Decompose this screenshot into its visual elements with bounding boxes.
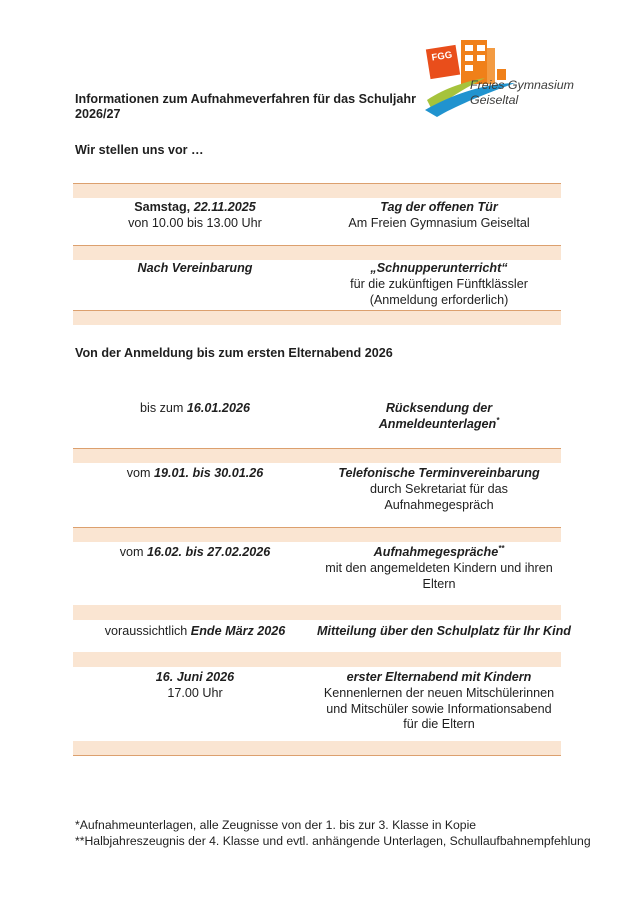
when-prefix: vom [126, 466, 151, 480]
event-title-line2: Anmeldeunterlagen* [378, 415, 500, 431]
separator-band [73, 310, 561, 325]
event-detail: für die zukünftigen Fünftklässler [350, 276, 528, 291]
separator-band [73, 448, 561, 463]
footnote-2: **Halbjahreszeugnis der 4. Klasse und evtl. anhängende Unterlagen, Schullaufbahnempfehlung [75, 834, 591, 848]
when-date: Nach Vereinbarung [137, 261, 253, 275]
row-event [317, 624, 571, 640]
school-logo [425, 38, 625, 118]
when-date: 16.02. bis 27.02.2026 [147, 545, 271, 559]
row-when [73, 466, 317, 482]
event-title: Aufnahmegespräche** [373, 543, 505, 559]
separator-band [73, 527, 561, 542]
fgg-acronym: FGG [430, 49, 453, 64]
school-name [470, 78, 590, 107]
row-event [317, 261, 561, 308]
event-title: Tag der offenen Tür [380, 200, 498, 214]
footnotes [75, 817, 615, 849]
event-detail: und Mitschüler sowie Informationsabend [326, 701, 552, 716]
separator-band [73, 652, 561, 667]
when-date: Ende März 2026 [190, 624, 286, 638]
intro-heading: Wir stellen uns vor … [75, 143, 204, 157]
row-event [317, 200, 561, 232]
event-title: „Schnupperunterricht“ [370, 261, 508, 275]
when-time: 17.00 Uhr [167, 685, 223, 700]
footnote-marker: * [496, 415, 500, 425]
row-event [317, 670, 561, 733]
event-detail: durch Sekretariat für das [370, 481, 508, 496]
row-event [317, 466, 561, 513]
enrollment-heading: Von der Anmeldung bis zum ersten Elternabend 2026 [75, 346, 393, 360]
event-detail: mit den angemeldeten Kindern und ihren [325, 560, 553, 575]
event-detail: (Anmeldung erforderlich) [369, 292, 509, 307]
when-date: 22.11.2025 [193, 200, 256, 214]
footnote-marker: ** [498, 543, 505, 553]
when-time: von 10.00 bis 13.00 Uhr [128, 215, 262, 230]
separator-band [73, 741, 561, 756]
event-detail: für die Eltern [403, 717, 475, 732]
row-event [317, 401, 561, 433]
row-event [317, 545, 561, 592]
event-title: Telefonische Terminvereinbarung [338, 466, 540, 480]
when-date: 16. Juni 2026 [155, 670, 235, 684]
row-when [73, 261, 317, 277]
school-name-line1: Freies Gymnasium [470, 78, 574, 92]
when-prefix: Samstag, [134, 200, 191, 214]
event-title: Rücksendung der [385, 401, 493, 415]
when-prefix: voraussichtlich [104, 624, 188, 638]
row-when [73, 200, 317, 232]
row-when [73, 545, 317, 561]
page-title: Informationen zum Aufnahmeverfahren für das Schuljahr 2026/27 [75, 92, 417, 122]
row-when [73, 401, 317, 417]
event-detail: Aufnahmegespräch [384, 497, 494, 512]
footnote-1: *Aufnahmeunterlagen, alle Zeugnisse von der 1. bis zur 3. Klasse in Kopie [75, 818, 477, 832]
fgg-square [426, 45, 460, 79]
separator-band [73, 605, 561, 620]
when-date: 19.01. bis 30.01.26 [154, 466, 264, 480]
event-title: erster Elternabend mit Kindern [346, 670, 532, 684]
event-detail: Kennenlernen der neuen Mitschülerinnen [323, 685, 555, 700]
school-name-line2: Geiseltal [470, 92, 519, 107]
row-when [73, 670, 317, 702]
when-date: 16.01.2026 [186, 401, 250, 415]
when-prefix: vom [119, 545, 144, 559]
separator-band [73, 245, 561, 260]
separator-band [73, 183, 561, 198]
event-detail: Am Freien Gymnasium Geiseltal [348, 215, 530, 230]
event-title: Mitteilung über den Schulplatz für Ihr Kind [317, 624, 571, 638]
when-prefix: bis zum [140, 401, 184, 415]
row-when [73, 624, 317, 640]
event-detail: Eltern [422, 576, 456, 591]
